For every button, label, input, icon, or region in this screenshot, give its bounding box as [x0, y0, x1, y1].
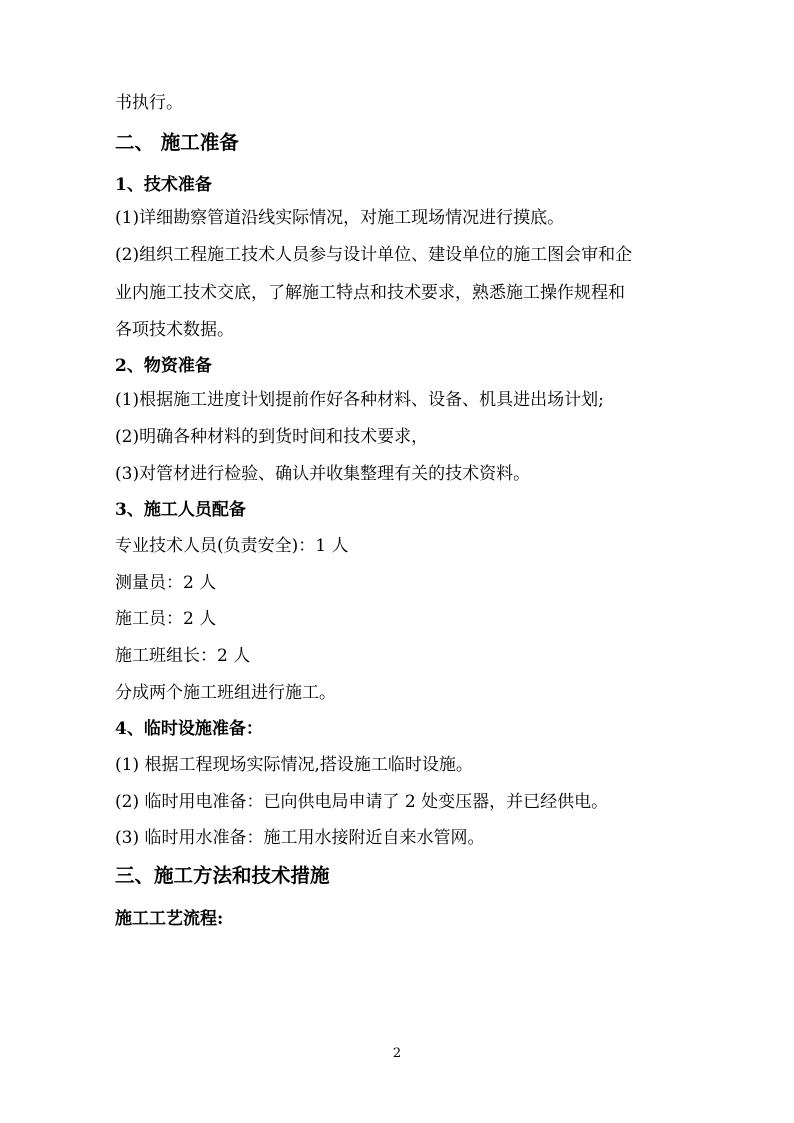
- subsection-heading: 2、物资准备: [115, 356, 212, 376]
- text-line: 施工班组长：2 人: [115, 646, 251, 666]
- text-line: 业内施工技术交底，了解施工特点和技术要求，熟悉施工操作规程和: [115, 283, 625, 303]
- page-number: 2: [392, 1046, 402, 1061]
- text-line: (2)组织工程施工技术人员参与设计单位、建设单位的施工图会审和企: [115, 245, 633, 265]
- text-line: 分成两个施工班组进行施工。: [115, 683, 336, 703]
- subsection-heading: 施工工艺流程:: [115, 909, 224, 929]
- text-line: (2) 临时用电准备：已向供电局申请了 2 处变压器，并已经供电。: [115, 792, 609, 812]
- text-line: 测量员：2 人: [115, 573, 217, 593]
- text-line: (1) 根据工程现场实际情况,搭设施工临时设施。: [115, 755, 473, 775]
- subsection-heading: 4、临时设施准备：: [115, 719, 263, 739]
- text-line: (3) 临时用水准备：施工用水接附近自来水管网。: [115, 828, 485, 848]
- section-heading: 二、 施工准备: [115, 131, 239, 154]
- section-heading: 三、施工方法和技术措施: [115, 864, 330, 887]
- text-line: 专业技术人员(负责安全)：1 人: [115, 536, 349, 556]
- text-line: (3)对管材进行检验、确认并收集整理有关的技术资料。: [115, 464, 531, 484]
- subsection-heading: 3、施工人员配备: [115, 500, 246, 520]
- text-line: 各项技术数据。: [115, 320, 234, 340]
- text-line: (2)明确各种材料的到货时间和技术要求，: [115, 427, 429, 447]
- text-line: 书执行。: [115, 93, 183, 113]
- text-line: (1)详细勘察管道沿线实际情况，对施工现场情况进行摸底。: [115, 208, 565, 228]
- text-line: (1)根据施工进度计划提前作好各种材料、设备、机具进出场计划;: [115, 390, 604, 410]
- text-line: 施工员：2 人: [115, 609, 217, 629]
- subsection-heading: 1、技术准备: [115, 175, 212, 195]
